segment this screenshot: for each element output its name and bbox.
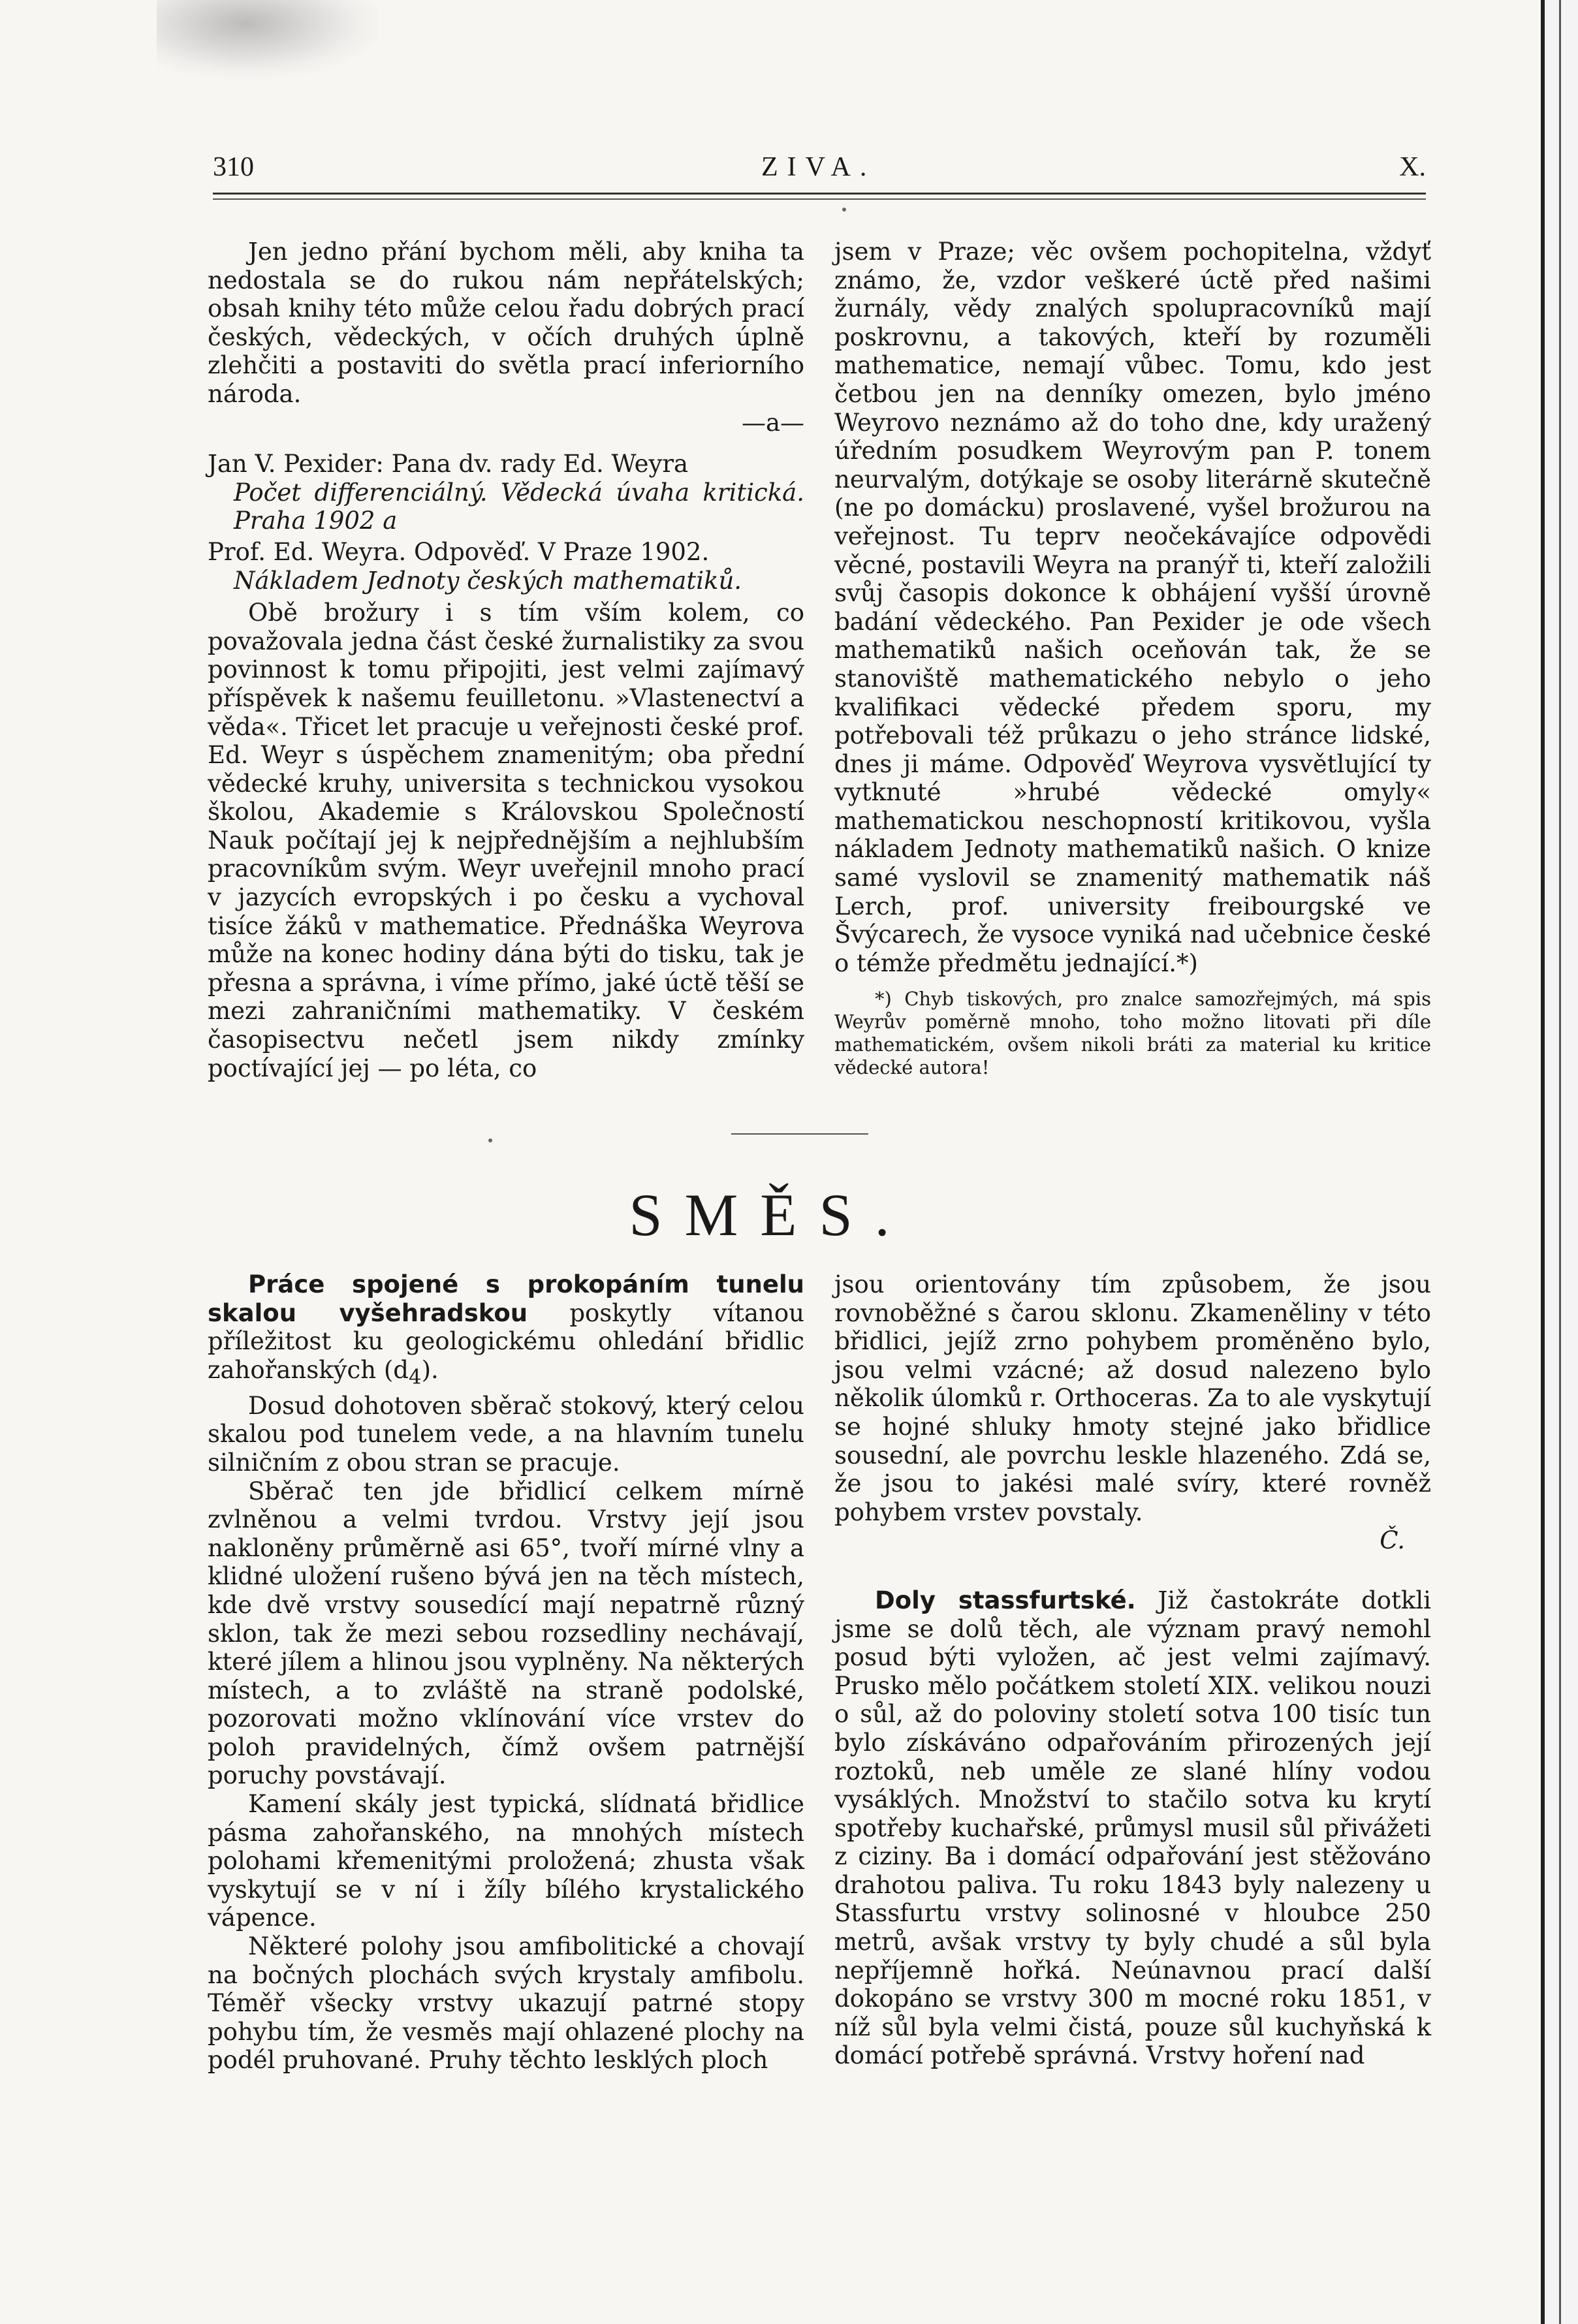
paragraph: Jen jedno přání bychom měli, aby kniha ta nedostala se do rukou nám nepřátelských; obsah knihy této může celou řadu dobrých prací českých, vědeckých, v očích druhých úplně zlehčiti a postaviti do světla prací inferiorního národa. (208, 238, 804, 408)
paragraph: Kamení skály jest typická, slídnatá břidlice pásma zahořanského, na mnohých místech polohami křemenitými proložená; zhusta však vyskytují se v ní i žíly bílého krystalického vápence. (208, 1790, 804, 1932)
reference-line: Jan V. Pexider: Pana dv. rady Ed. Weyra (208, 450, 689, 479)
bottom-left-column (208, 1270, 804, 2075)
paragraph: jsem v Praze; věc ovšem pochopitelna, vždyť známo, že, vzdor veškeré úctě před našimi žurnály, vědy znalých spolupracovníků mají poskrovnu, a takových, kteří by rozuměli mathematice, nemají vůbec. Tomu, kdo jest četbou jen na denníky omezen, bylo jméno Weyrovo neznámo až do toho dne, kdy uražený úředním posudkem Weyrovým pan P. tonem neurvalým, dotýkaje se osoby literárně skutečně (ne po domácku) proslavené, vyšel brožurou na veřejnost. Tu teprv neočekávajíce odpovědi věcné, postavili Weyra na pranýř ti, kteří založili svůj časopis dokonce k obhájení vyšší úrovně badání vědeckého. Pan Pexider je ode všech mathematiků našich oceňován tak, že se stanoviště mathematického nebylo o jeho kvalifikaci vědecké předem sporu, my potřebovali též průkazu o jeho stránce lidské, dnes ji máme. Odpověď Weyrova vysvětlující ty vytknuté »hrubé vědecké omyly« mathematickou neschopností kritikovou, vyšla nákladem Jednoty mathematiků našich. O knize samé vyslovil se znamenitý mathematik náš Lerch, prof. university freibourgské ve Švýcarech, že vysoce vyniká nad učebnice české o témže předmětu jednající.*) (834, 238, 1431, 977)
paragraph-text: Již častokráte dotkli jsme se dolů těch, ale význam pravý nemohl posud býti vyložen, ač jest velmi zajímavý. Prusko mělo počátkem století XIX. velikou nouzi o sůl, až do poloviny století sotva 100 tisíc tun bylo získáváno odpařováním přirozených její roztoků, neb uměle ze slané hlíny vodou vysáklých. Množství to stačilo sotva ku krytí spotřeby kuchařské, průmysl musil sůl přivážeti z ciziny. Ba i domácí odpařování jest stěžováno drahotou paliva. Tu roku 1843 byly nalezeny u Stassfurtu vrstvy solinosné v hloubce 250 metrů, avšak vrstvy ty byly chudé a sůl byla nepříjemně hořká. Neúnavnou prací další dokopáno se vrstvy 300 m mocné roku 1851, v níž sůl byla velmi čistá, pouze sůl kuchyňská k domácí potřebě správná. Vrstvy hoření nad (834, 1586, 1431, 2070)
paragraph: Sběrač ten jde břidlicí celkem mírně zvlněnou a velmi tvrdou. Vrstvy její jsou nakloněny průměrně asi 65°, tvoří mírné vlny a klidné uložení rušeno bývá jen na těch místech, kde dvě vrstvy sousedící mají nepatrně různý sklon, tak že mezi sebou rozsedliny nechávají, které jílem a hlinou jsou vyplněny. Na některých místech, a to zvláště na straně podolské, pozorovati možno vklínování více vrstev do poloh pravidelných, čímž ovšem patrnější poruchy povstávají. (208, 1477, 804, 1790)
print-speck (842, 208, 846, 212)
article-heading: Práce spojené s prokopáním tunelu skalou vyšehradskou (208, 1270, 804, 1327)
paragraph-text: poskytly vítanou příležitost ku geologickému ohledání břidlic zahořanských (d (208, 1298, 804, 1384)
reference-line: Prof. Ed. Weyra. Odpověď. V Praze 1902. (208, 537, 710, 566)
top-left-column (208, 238, 804, 1082)
running-header (213, 151, 1426, 191)
paragraph: jsou orientovány tím způsobem, že jsou rovnoběžné s čarou sklonu. Zkameněliny v této břidlici, jejíž zrno pohybem proměněno bylo, jsou velmi vzácné; až dosud nalezeno bylo několik úlomků r. Orthoceras. Za to ale vyskytují se hojné shluky hmoty stejné jako břidlice sousední, ale povrchu leskle hlazeného. Zdá se, že jsou to jakési malé svíry, které rovněž pohybem vrstev povstaly. (834, 1270, 1431, 1526)
section-title: SMĚS. (629, 1182, 912, 1248)
subscript: 4 (408, 1365, 422, 1389)
bottom-right-column (834, 1270, 1431, 2070)
page-stain (157, 0, 379, 78)
footnote: *) Chyb tiskových, pro znalce samozřejmých, má spis Weyrův poměrně mnoho, toho možno litovati při díle mathematickém, ovšem nikoli bráti za material ku kritice vědecké autora! (834, 988, 1431, 1079)
paragraph (834, 1586, 1431, 2070)
paragraph: Dosud dohotoven sběrač stokový, který celou skalou pod tunelem vede, a na hlavním tunelu silničním z obou stran se pracuje. (208, 1391, 804, 1477)
top-right-column (834, 238, 1431, 1079)
signature: —a— (741, 408, 804, 437)
reference-line: Nákladem Jednoty českých mathematiků. (234, 566, 742, 595)
print-speck (488, 1138, 492, 1142)
paragraph-text: ). (421, 1355, 439, 1384)
article-heading: Doly stassfurtské. (875, 1586, 1136, 1614)
page-number: 310 (213, 152, 254, 182)
signature: Č. (1380, 1526, 1405, 1555)
paragraph: Obě brožury i s tím vším kolem, co považovala jedna část české žurnalistiky za svou povinnost k tomu připojiti, jest velmi zajímavý příspěvek k našemu feuilletonu. »Vlastenectví a věda«. Třicet let pracuje u veřejnosti české prof. Ed. Weyr s úspěchem znamenitým; oba přední vědecké kruhy, universita s technickou vysokou školou, Akademie s Královskou Společností Nauk počítají jej k nejpřednějším a nejhlubším pracovníkům svým. Weyr uveřejnil mnoho prací v jazycích evropských i po česku a vychoval tisíce žáků v mathematice. Přednáška Weyrova může na konec hodiny dána býti do tisku, tak je přesna a správna, i víme přímo, jaké úctě těší se mezi zahraničními mathematiky. V českém časopisectvu nečetl jsem nikdy zmínky poctívající jej — po léta, co (208, 599, 804, 1082)
volume-number: X. (1399, 152, 1426, 182)
paragraph: Některé polohy jsou amfibolitické a chovají na bočných plochách svých krystaly amfibolu. Téměř všecky vrstvy ukazují patrné stopy pohybu tím, že vesměs mají ohlazené plochy na podél pruhované. Pruhy těchto lesklých ploch (208, 1932, 804, 2075)
reference-line: Počet differenciálný. Vědecká úvaha kritická. Praha 1902 a (234, 478, 804, 535)
page-edge (1541, 0, 1578, 2324)
header-rule (213, 193, 1426, 200)
journal-title: ZIVA. (761, 152, 876, 182)
paragraph (208, 1270, 804, 1392)
section-divider (731, 1133, 868, 1135)
